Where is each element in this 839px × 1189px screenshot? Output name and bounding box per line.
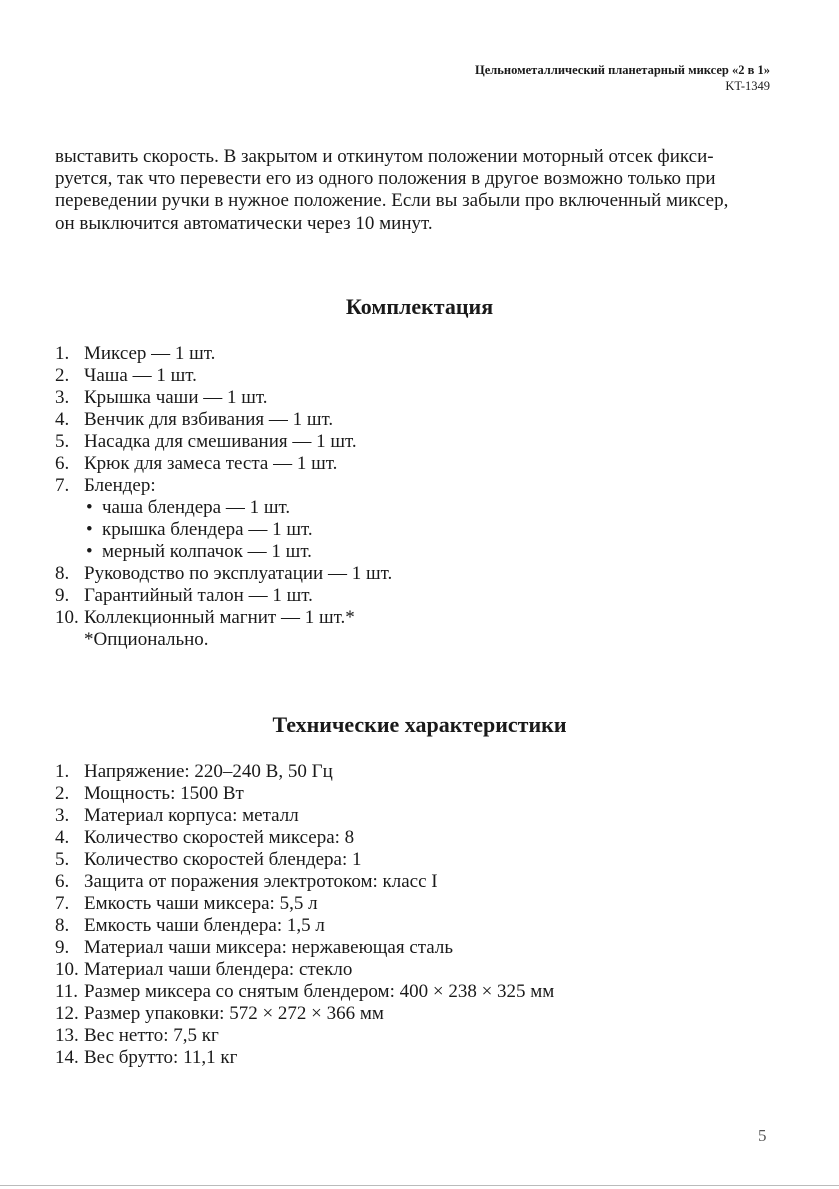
intro-line: он выключится автоматически через 10 минут.: [55, 212, 433, 234]
list-item: 2. Чаша — 1 шт.: [55, 365, 197, 386]
sub-list-item: • чаша блендера — 1 шт.: [86, 497, 291, 518]
list-item: 4. Венчик для взбивания — 1 шт.: [55, 409, 334, 430]
list-item: 10. Коллекционный магнит — 1 шт.*: [55, 607, 355, 628]
divider: [0, 1185, 839, 1186]
list-item: 6. Защита от поражения электротоком: класс I: [55, 871, 438, 892]
kit-heading: Комплектация: [345, 294, 494, 319]
list-item: 11. Размер миксера со снятым блендером: 400 × 238 × 325 мм: [55, 981, 555, 1002]
list-item: 8. Руководство по эксплуатации — 1 шт.: [55, 563, 393, 584]
model-number: KT-1349: [725, 79, 770, 93]
bullet-icon: •: [86, 497, 93, 518]
page-number: 5: [758, 1126, 767, 1145]
bullet-icon: •: [86, 541, 93, 562]
list-item: 3. Крышка чаши — 1 шт.: [55, 387, 268, 408]
list-item: 6. Крюк для замеса теста — 1 шт.: [55, 453, 338, 474]
intro-line: выставить скорость. В закрытом и откинутом положении моторный отсек фикси-: [55, 146, 714, 167]
list-item: 5. Количество скоростей блендера: 1: [55, 849, 362, 870]
list-item: 1. Миксер — 1 шт.: [55, 343, 216, 364]
list-item: 9. Гарантийный талон — 1 шт.: [55, 585, 313, 606]
list-item: 12. Размер упаковки: 572 × 272 × 366 мм: [55, 1003, 384, 1024]
kit-list: [55, 343, 392, 651]
list-item: 8. Емкость чаши блендера: 1,5 л: [55, 915, 325, 936]
list-item: 2. Мощность: 1500 Вт: [55, 783, 244, 804]
list-item: 13. Вес нетто: 7,5 кг: [55, 1025, 219, 1046]
footnote: *Опционально.: [84, 629, 209, 650]
sub-list-item: • мерный колпачок — 1 шт.: [86, 541, 312, 562]
list-item: 10. Материал чаши блендера: стекло: [55, 959, 353, 980]
list-item: 3. Материал корпуса: металл: [55, 805, 299, 826]
list-item: 14. Вес брутто: 11,1 кг: [55, 1047, 238, 1068]
document-title: Цельнометаллический планетарный миксер «2 в 1»: [474, 63, 770, 77]
list-item: 4. Количество скоростей миксера: 8: [55, 827, 355, 848]
intro-line: руется, так что перевести его из одного положения в другое возможно только при: [55, 168, 716, 190]
list-item: 7. Блендер:: [55, 475, 156, 496]
list-item: 7. Емкость чаши миксера: 5,5 л: [55, 893, 318, 914]
sub-list-item: • крышка блендера — 1 шт.: [86, 519, 313, 540]
intro-line: переведении ручки в нужное положение. Если вы забыли про включенный миксер,: [55, 190, 729, 212]
specs-list: [55, 761, 554, 1069]
page-header: [475, 62, 770, 94]
list-item: 9. Материал чаши миксера: нержавеющая сталь: [55, 937, 454, 958]
intro-paragraph: [55, 146, 771, 235]
specs-heading: Технические характеристики: [272, 712, 567, 737]
list-item: 1. Напряжение: 220–240 В, 50 Гц: [55, 761, 333, 782]
bullet-icon: •: [86, 519, 93, 540]
list-item: 5. Насадка для смешивания — 1 шт.: [55, 431, 357, 452]
